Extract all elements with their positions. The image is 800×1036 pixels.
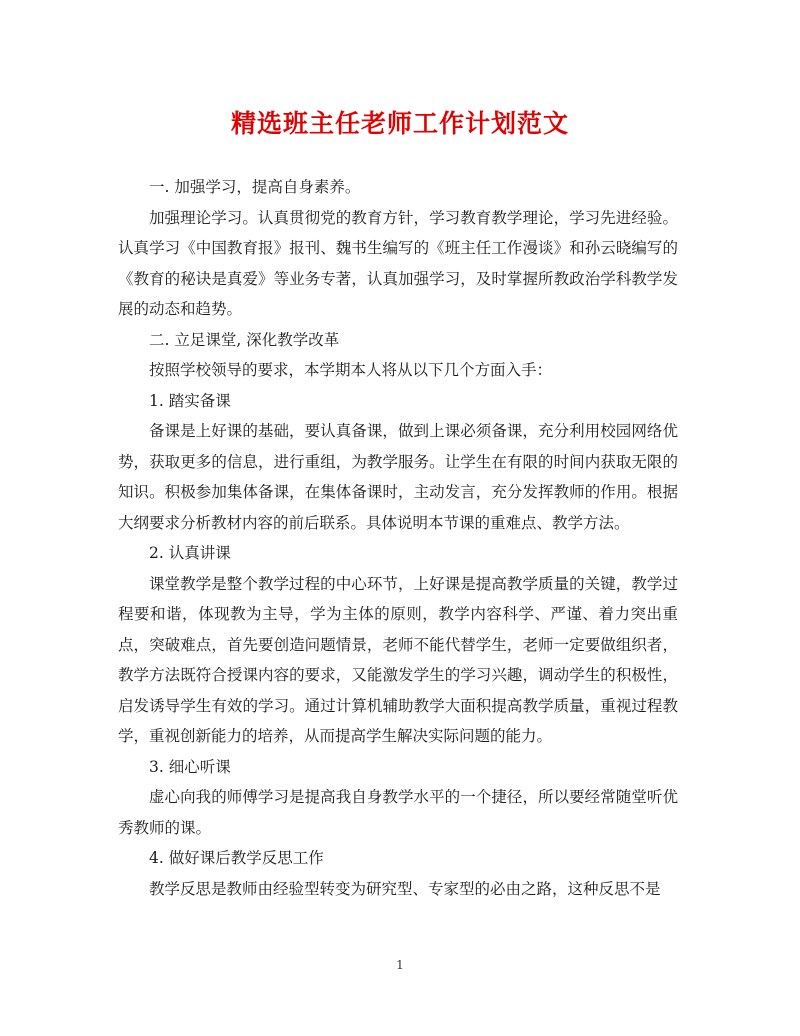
- paragraph: 虚心向我的师傅学习是提高我自身教学水平的一个捷径，所以要经常随堂听优秀教师的课。: [118, 788, 678, 837]
- paragraph: 加强理论学习。认真贯彻党的教育方针，学习教育教学理论，学习先进经验。认真学习《中国教育报》报刊、魏书生编写的《班主任工作漫谈》和孙云晓编写的《教育的秘诀是真爱》等业务专著，认真加强学习，及时掌握所教政治学科教学发展的动态和趋势。: [118, 208, 678, 318]
- paragraph-heading-1: 一. 加强学习，提高自身素养。: [149, 178, 361, 196]
- paragraph: 备课是上好课的基础，要认真备课，做到上课必须备课，充分利用校园网络优势，获取更多的信息，进行重组，为教学服务。让学生在有限的时间内获取无限的知识。积极参加集体备课，在集体备课时，主动发言，充分发挥教师的作用。根据大纲要求分析教材内容的前后联系。具体说明本节课的重难点、教学方法。: [118, 422, 678, 532]
- document-title: 精选班主任老师工作计划范文: [230, 109, 569, 138]
- page-number: 1: [396, 958, 404, 972]
- paragraph-heading-2: 二. 立足课堂, 深化教学改革: [149, 330, 340, 349]
- subheading-2: 2. 认真讲课: [149, 544, 231, 562]
- paragraph: 教学反思是教师由经验型转变为研究型、专家型的必由之路，这种反思不是: [149, 879, 661, 898]
- paragraph: 按照学校领导的要求，本学期本人将从以下几个方面入手：: [149, 361, 553, 379]
- subheading-1: 1. 踏实备课: [149, 391, 231, 410]
- subheading-4: 4. 做好课后教学反思工作: [149, 849, 324, 867]
- document-body: [118, 172, 678, 904]
- subheading-3: 3. 细心听课: [149, 757, 231, 776]
- paragraph: 课堂教学是整个教学过程的中心环节，上好课是提高教学质量的关键，教学过程要和谐，体现教为主导，学为主体的原则，教学内容科学、严谨、着力突出重点，突破难点，首先要创造问题情景，老师不能代替学生，老师一定要做组织者，教学方法既符合授课内容的要求，又能激发学生的学习兴趣，调动学生的积极性，启发诱导学生有效的学习。通过计算机辅助教学大面积提高教学质量，重视过程教学，重视创新能力的培养，从而提高学生解决实际问题的能力。: [118, 574, 678, 745]
